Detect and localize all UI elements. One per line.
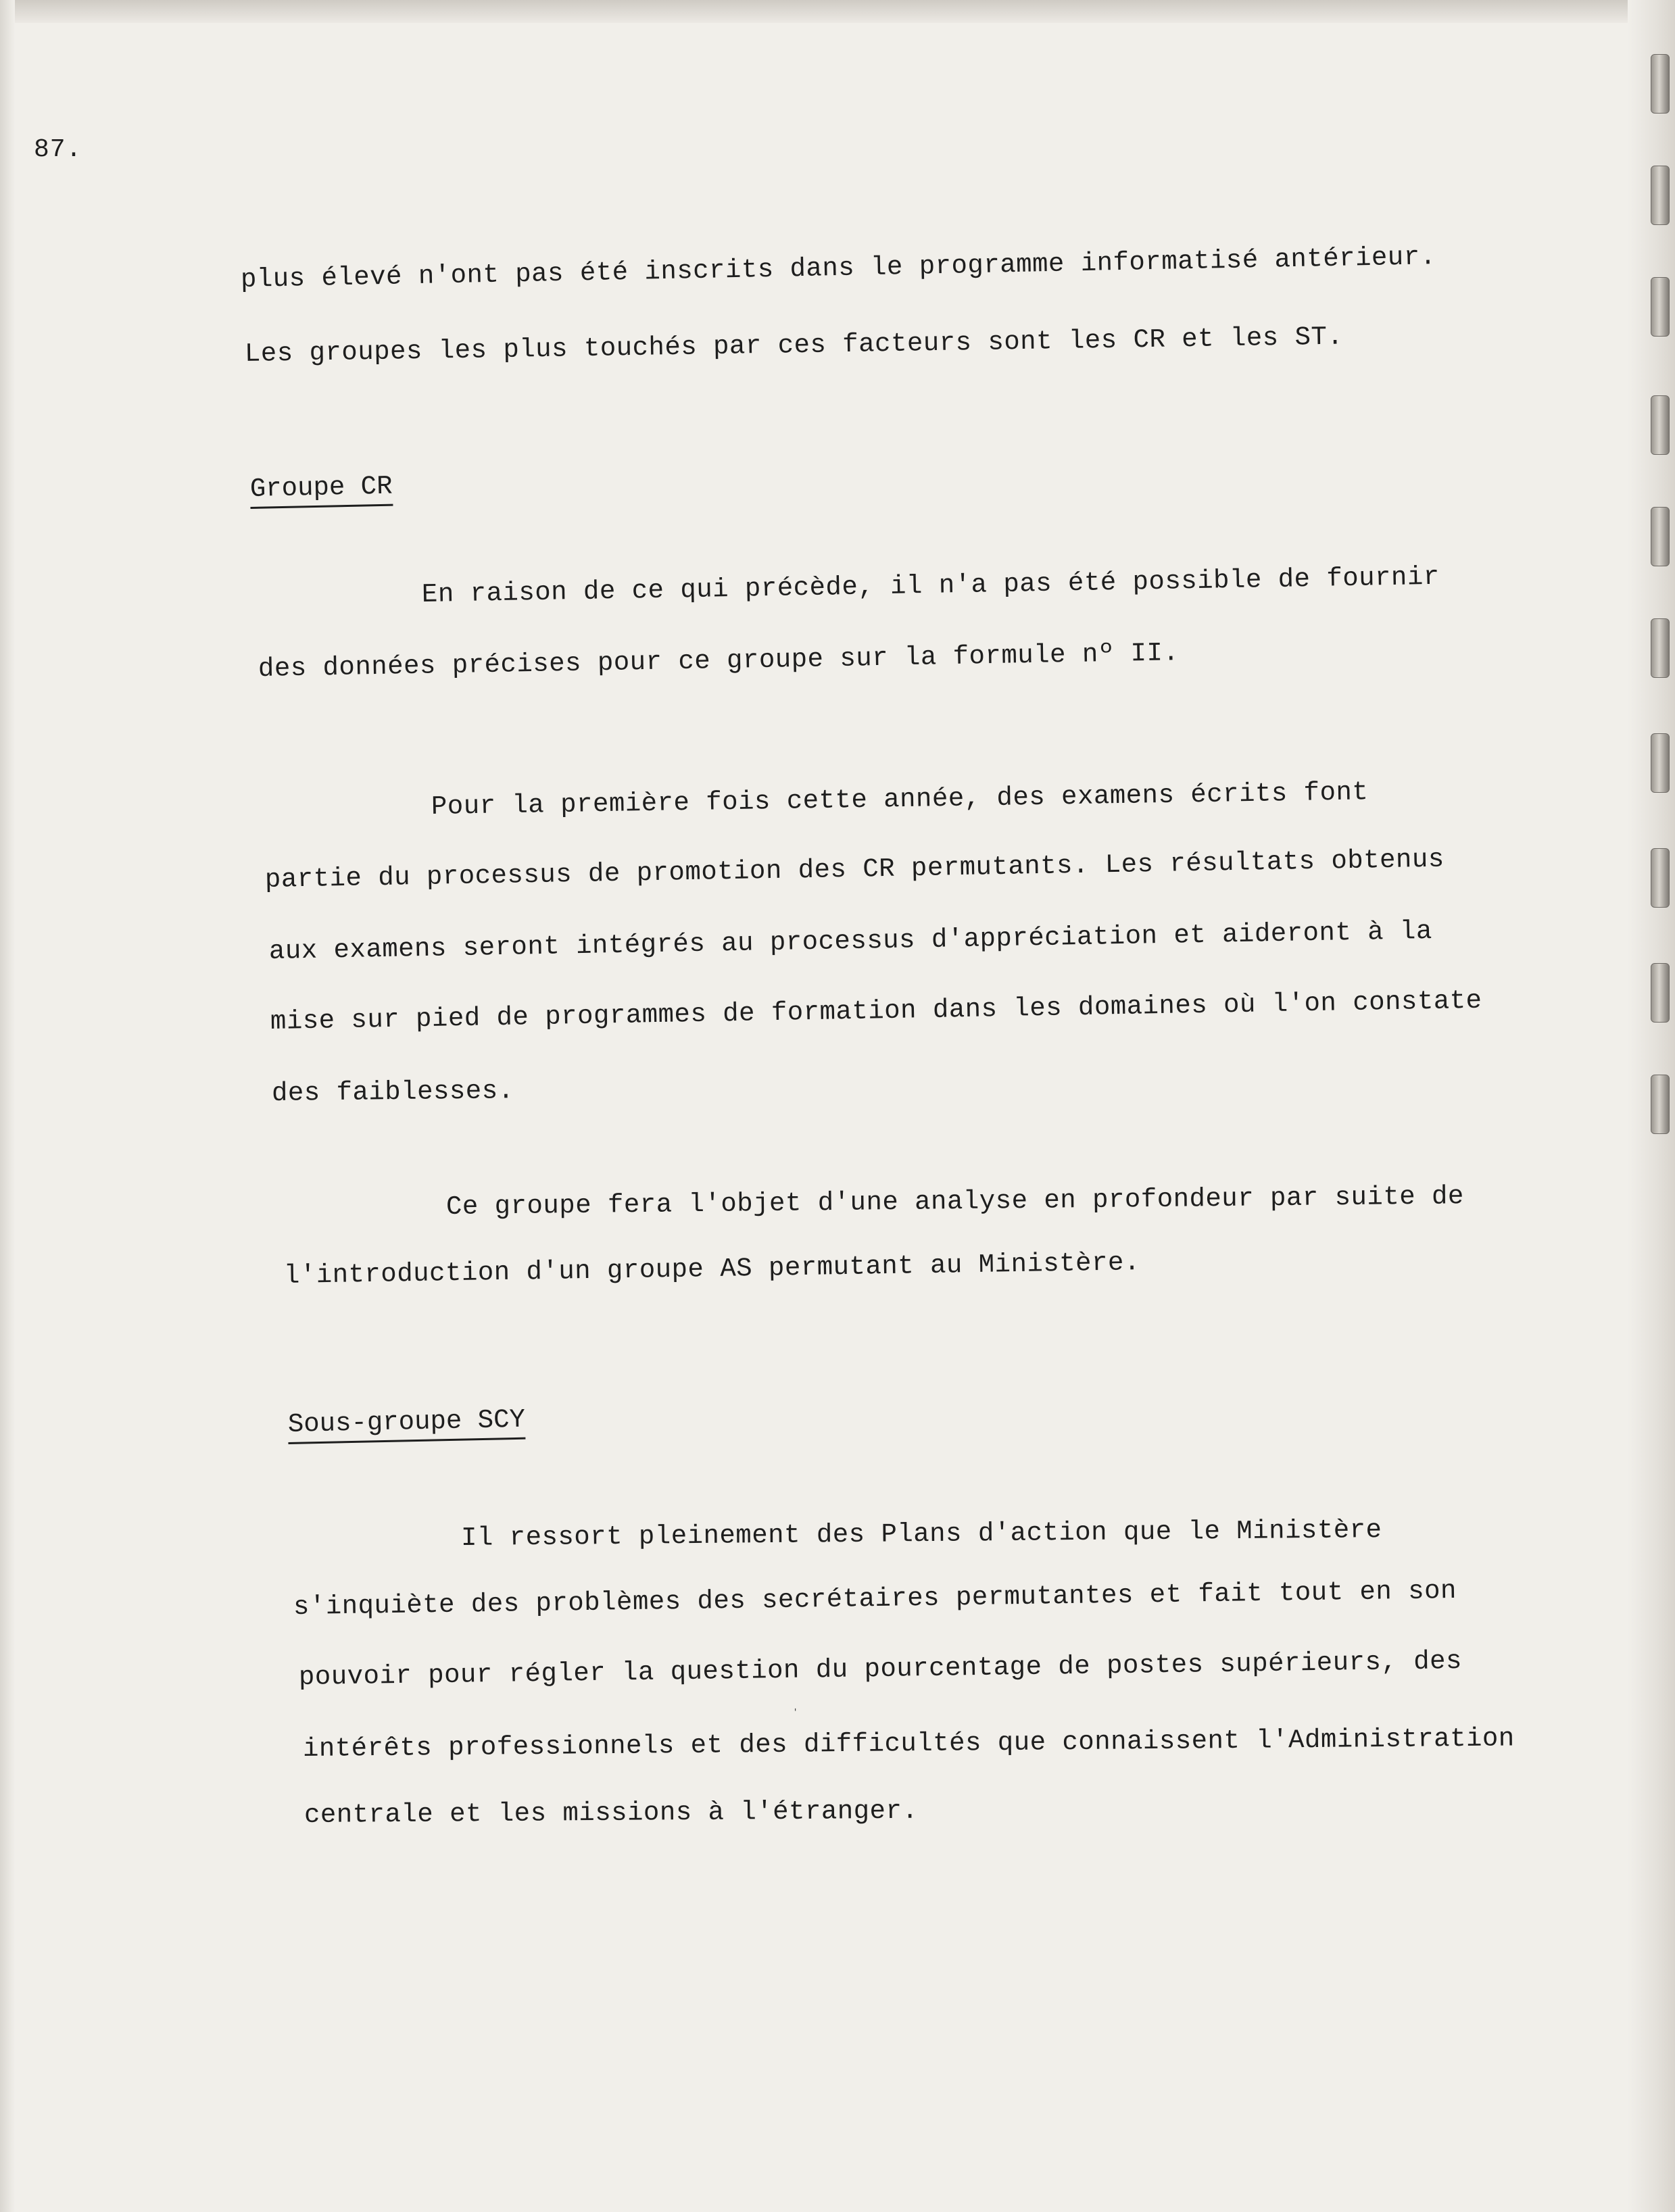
stray-mark: ˈ — [791, 1707, 800, 1724]
text-line: Ce groupe fera l'objet d'une analyse en profondeur par suite de — [445, 1181, 1465, 1222]
text-line: des données précises pour ce groupe sur la formule nº II. — [258, 638, 1180, 684]
binding-ring — [1651, 618, 1670, 678]
text-line: aux examens seront intégrés au processus d'appréciation et aideront à la — [268, 916, 1433, 966]
page-number: 87. — [34, 135, 82, 164]
binding-ring — [1651, 395, 1670, 455]
binding-ring — [1651, 507, 1670, 566]
binding-ring — [1651, 733, 1670, 793]
scan-left-edge — [0, 0, 15, 2212]
text-line: mise sur pied de programmes de formation dans les domaines où l'on constate — [270, 985, 1482, 1037]
text-line: plus élevé n'ont pas été inscrits dans le programme informatisé antérieur. — [240, 242, 1436, 295]
text-line: intérêts professionnels et des difficultés que connaissent l'Administration — [302, 1723, 1515, 1764]
text-line: l'introduction d'un groupe AS permutant au Ministère. — [283, 1248, 1141, 1291]
spiral-binding — [1628, 0, 1675, 2212]
text-line: En raison de ce qui précède, il n'a pas été possible de fournir — [421, 562, 1440, 610]
section-heading-groupe-cr: Groupe CR — [249, 472, 393, 509]
binding-ring — [1651, 166, 1670, 225]
text-line: Pour la première fois cette année, des examens écrits font — [431, 777, 1369, 822]
text-line: s'inquiète des problèmes des secrétaires permutantes et fait tout en son — [293, 1575, 1457, 1622]
text-line: Il ressort pleinement des Plans d'action que le Ministère — [460, 1515, 1382, 1553]
binding-ring — [1651, 1075, 1670, 1134]
text-line: partie du processus de promotion des CR permutants. Les résultats obtenus — [264, 844, 1445, 895]
section-heading-sous-groupe-scy: Sous-groupe SCY — [287, 1405, 525, 1444]
text-line: pouvoir pour régler la question du pourcentage de postes supérieurs, des — [298, 1646, 1463, 1692]
binding-ring — [1651, 963, 1670, 1023]
binding-ring — [1651, 848, 1670, 908]
text-line: centrale et les missions à l'étranger. — [304, 1796, 919, 1830]
text-line: Les groupes les plus touchés par ces facteurs sont les CR et les ST. — [244, 322, 1344, 369]
scan-top-edge — [0, 0, 1675, 23]
binding-ring — [1651, 277, 1670, 337]
text-line: des faiblesses. — [271, 1076, 514, 1108]
binding-ring — [1651, 54, 1670, 114]
